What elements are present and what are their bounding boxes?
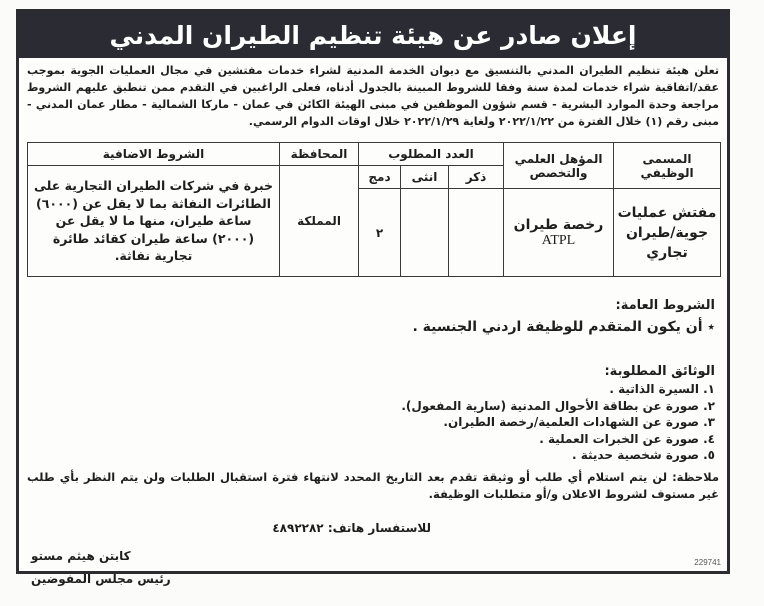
- qualification-code: ATPL: [541, 232, 576, 248]
- contact-label: للاستفسار هاتف:: [327, 521, 431, 535]
- contact-phone: ٤٨٩٢٢٨٢: [272, 521, 324, 535]
- general-conditions-heading: الشروط العامة:: [615, 298, 715, 313]
- cell-qualification: [504, 189, 614, 277]
- header-female: انثى: [401, 166, 449, 189]
- cell-additional-conditions: خبرة في شركات الطيران التجارية على الطائرات النفاثة بما لا يقل عن (٦٠٠٠) ساعة طيران، منها ما لا يقل عن (٢٠٠٠) ساعة طيران كقائد طائرة تجارية نفاثة.: [28, 166, 280, 277]
- signer-name: كابتن هيثم مستو: [31, 549, 131, 563]
- cell-female: [401, 189, 449, 277]
- title-bar: [19, 12, 727, 58]
- table-header-row: [28, 143, 721, 166]
- qualification-text: رخصة طيران: [513, 216, 604, 233]
- header-required-count: العدد المطلوب: [359, 143, 504, 166]
- document-item: ٢. صورة عن بطاقة الأحوال المدنية (سارية المفعول).: [401, 398, 715, 413]
- document-item: ٣. صورة عن الشهادات العلمية/رخصة الطيران.: [443, 415, 715, 429]
- cell-governorate: المملكة: [280, 166, 359, 277]
- cell-merged: ٢: [359, 189, 401, 277]
- header-governorate: المحافظة: [280, 143, 359, 166]
- header-additional-conditions: الشروط الاضافية: [28, 143, 280, 166]
- document-item: ١. السيرة الذاتية .: [609, 382, 715, 396]
- ad-code: 229741: [694, 558, 721, 567]
- jobs-table: [27, 142, 721, 277]
- note-paragraph: ملاحظة: لن يتم استلام أي طلب أو وثيقة تقدم بعد التاريخ المحدد لانتهاء فترة استقبال الطلبات ولن يتم النظر بأي طلب غير مستوف لشروط الاعلان و/أو متطلبات الوظيفة.: [27, 470, 719, 501]
- cell-job-title: مفتش عمليات جوية/طيران تجاري: [614, 189, 721, 277]
- header-male: ذكر: [449, 166, 504, 189]
- required-documents-heading: الوثائق المطلوبة:: [604, 364, 715, 379]
- cell-male: [449, 189, 504, 277]
- document-item: ٥. صورة شخصية حديثة .: [572, 448, 715, 462]
- required-documents: [25, 362, 715, 464]
- header-job-title: المسمى الوظيفي: [614, 143, 721, 189]
- signer-role: رئيس مجلس المفوضين: [31, 572, 171, 586]
- document-item: ٤. صورة عن الخبرات العملية .: [539, 431, 715, 446]
- general-conditions: [25, 296, 715, 338]
- header-qualification: المؤهل العلمي والتخصص: [504, 143, 614, 189]
- intro-paragraph: تعلن هيئة تنظيم الطيران المدني بالتنسيق مع ديوان الخدمة المدنية لشراء خدمات مفتشين في مجال العمليات الجوية بموجب عقد/اتفاقية شراء خدمات لمدة سنة وفقا للشروط المبينة بالجدول أدناه، فعلى الراغبين في التقدم ممن تنطبق عليهم الشروط مراجعة وحدة الموارد البشرية - قسم شؤون الموظفين في مبنى الهيئة الكائن في عمان - ماركا الشمالية - مطار عمان المدني - مبنى رقم (١) خلال الفترة من ٢٠٢٢/١/٢٢ ولغاية ٢٠٢٢/١/٢٩ خلال اوقات الدوام الرسمي.: [27, 64, 719, 128]
- general-condition-item: ٭ أن يكون المتقدم للوظيفة اردني الجنسية .: [412, 319, 715, 335]
- announcement-title: إعلان صادر عن هيئة تنظيم الطيران المدني: [109, 20, 637, 50]
- contact-line: [272, 521, 431, 535]
- announcement-frame: [16, 9, 730, 586]
- header-merged: دمج: [359, 166, 401, 189]
